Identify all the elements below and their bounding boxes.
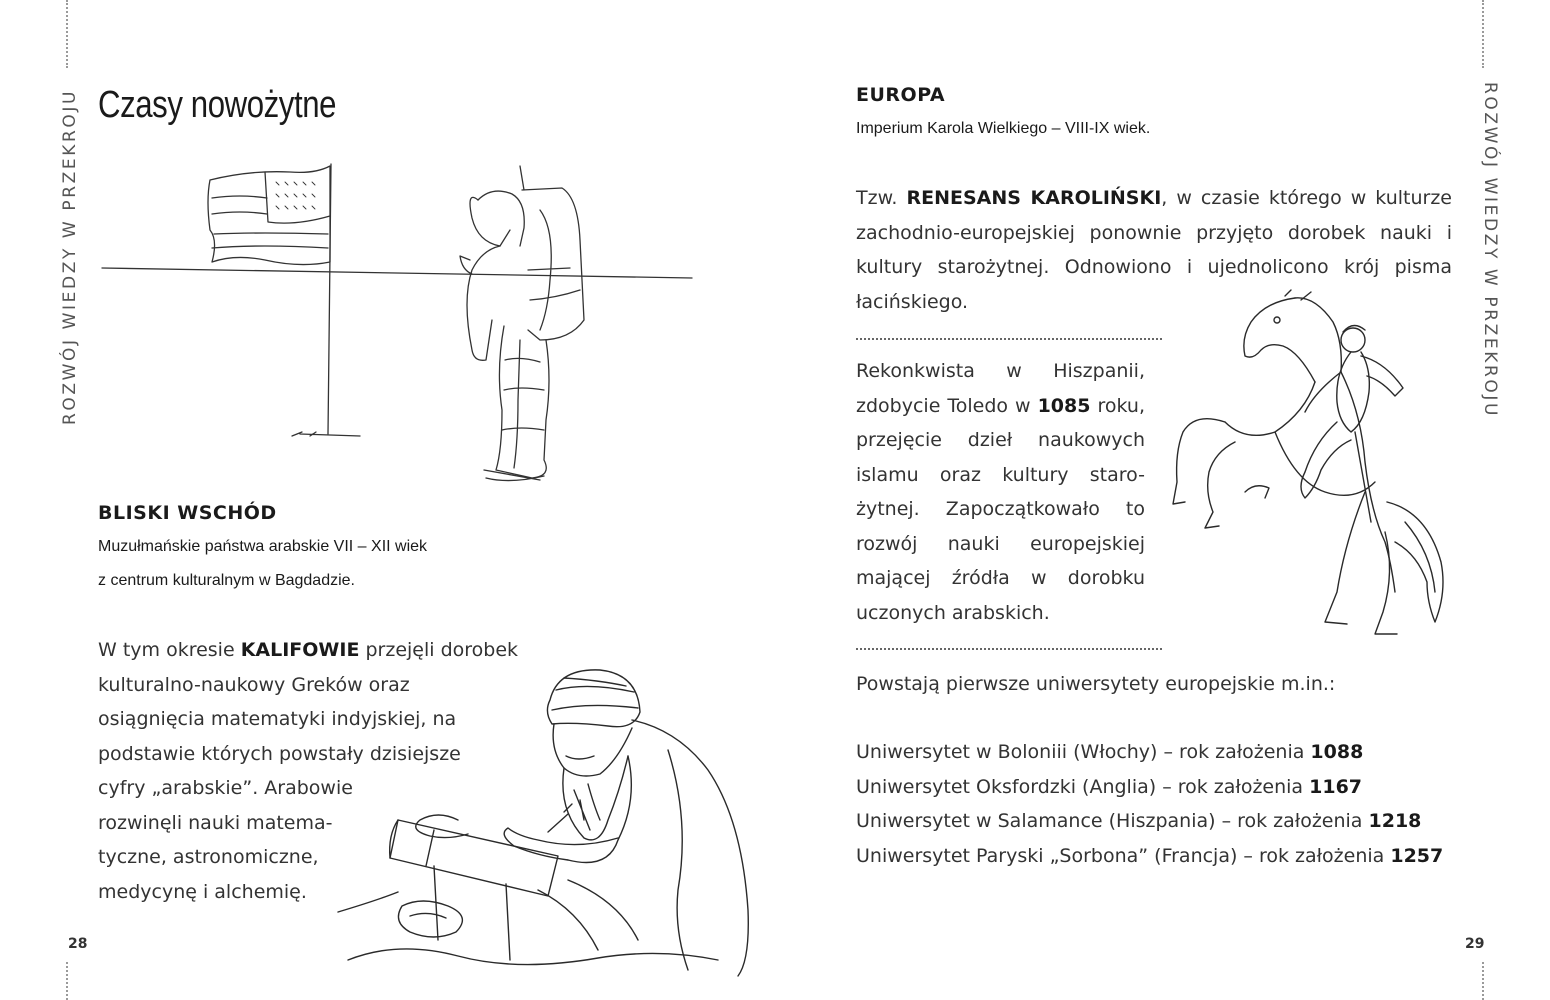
line-text: islamu oraz kultury staro- (856, 463, 1145, 486)
paragraph-line (856, 527, 1145, 562)
page-number-right: 29 (1465, 936, 1485, 952)
paragraph-line (856, 458, 1145, 493)
line-text: przejęcie dzieł naukowych (856, 429, 1145, 451)
line-text: W tym okresie (98, 639, 241, 661)
line-text: tyczne, astronomiczne, (98, 846, 319, 868)
line-text: roku, (1090, 394, 1145, 417)
line-text: zdobycie Toledo w (856, 394, 1038, 417)
line-bold-text: 1085 (1037, 394, 1091, 417)
line-text: żytnej. Zapoczątkowało to (856, 498, 1145, 520)
line-text: cyfry „arabskie”. Arabowie (98, 777, 353, 799)
university-name: Uniwersytet w Salamance (Hiszpania) – rok założenia (856, 810, 1369, 832)
side-label-right: ROZWÓJ WIEDZY W PRZEKROJU (1480, 82, 1500, 418)
near-east-subtitle-2: z centrum kulturalnym w Bagdadzie. (98, 572, 355, 589)
near-east-heading: BLISKI WSCHÓD (98, 502, 277, 524)
astronaut-flag-illustration (100, 150, 700, 490)
university-item (856, 804, 1476, 839)
paragraph-line (856, 354, 1145, 389)
right-dotted-rule-bottom (1482, 962, 1484, 1000)
knight-on-horse-illustration (1165, 292, 1455, 642)
left-dotted-rule-bottom (66, 962, 68, 1000)
left-dotted-rule-top (66, 0, 68, 68)
page-title: Czasy nowożytne (98, 84, 337, 126)
line-text: uczonych arabskich. (856, 601, 1050, 624)
europe-heading: EUROPA (856, 84, 946, 106)
renesans-pre: Tzw. (856, 187, 907, 209)
renesans-bold: RENESANS KAROLIŃSKI (906, 187, 1162, 209)
universities-intro: Powstają pierwsze uniwersytety europejskie m.in.: (856, 673, 1336, 695)
line-text: medycynę i alchemię. (98, 880, 307, 903)
line-text: mającej źródła w dorobku (856, 567, 1145, 589)
near-east-subtitle-1: Muzułmańskie państwa arabskie VII – XII wiek (98, 538, 428, 555)
university-name: Uniwersytet w Boloniii (Włochy) – rok założenia (856, 741, 1311, 763)
line-text: osiągnięcia matematyki indyjskiej, na (98, 708, 457, 730)
university-name: Uniwersytet Paryski „Sorbona” (Francja) – rok założenia (856, 844, 1391, 867)
side-label-left: ROZWÓJ WIEDZY W PRZEKROJU (60, 89, 80, 425)
paragraph-line (856, 596, 1145, 631)
university-item (856, 770, 1476, 805)
europe-subtitle: Imperium Karola Wielkiego – VIII-IX wiek. (856, 120, 1151, 137)
university-year: 1088 (1310, 741, 1364, 763)
dotted-separator-top (856, 338, 1162, 340)
arab-scholar-illustration (338, 660, 758, 980)
reconquista-paragraph (856, 354, 1145, 630)
university-item (856, 839, 1476, 874)
page-number-left: 28 (68, 936, 88, 952)
university-item (856, 735, 1476, 770)
universities-list (856, 735, 1476, 873)
line-text: Rekonkwista w Hiszpanii, (856, 360, 1145, 382)
university-year: 1257 (1390, 844, 1444, 867)
line-text: przejęli dorobek (359, 639, 519, 661)
line-text: rozwinęli nauki matema- (98, 811, 333, 834)
paragraph-line (856, 423, 1145, 458)
university-year: 1218 (1368, 810, 1422, 832)
right-dotted-rule-top (1482, 0, 1484, 68)
line-bold-text: KALIFOWIE (240, 639, 360, 661)
paragraph-line (856, 389, 1145, 424)
dotted-separator-bottom (856, 648, 1162, 650)
university-name: Uniwersytet Oksfordzki (Anglia) – rok założenia (856, 775, 1310, 798)
paragraph-line (856, 561, 1145, 596)
paragraph-line (856, 492, 1145, 527)
line-text: podstawie których powstały dzisiejsze (98, 742, 461, 765)
renesans-post: , w czasie którego w kulturze zachodnio-europejskiej ponownie przyjęto dorobek nauki i kultury starożytnej. Odnowiono i ujednolicono krój pisma łacińskiego. (856, 187, 1452, 313)
line-text: rozwój nauki europejskiej (856, 532, 1145, 555)
university-year: 1167 (1309, 775, 1363, 798)
line-text: kulturalno-naukowy Greków oraz (98, 673, 410, 696)
